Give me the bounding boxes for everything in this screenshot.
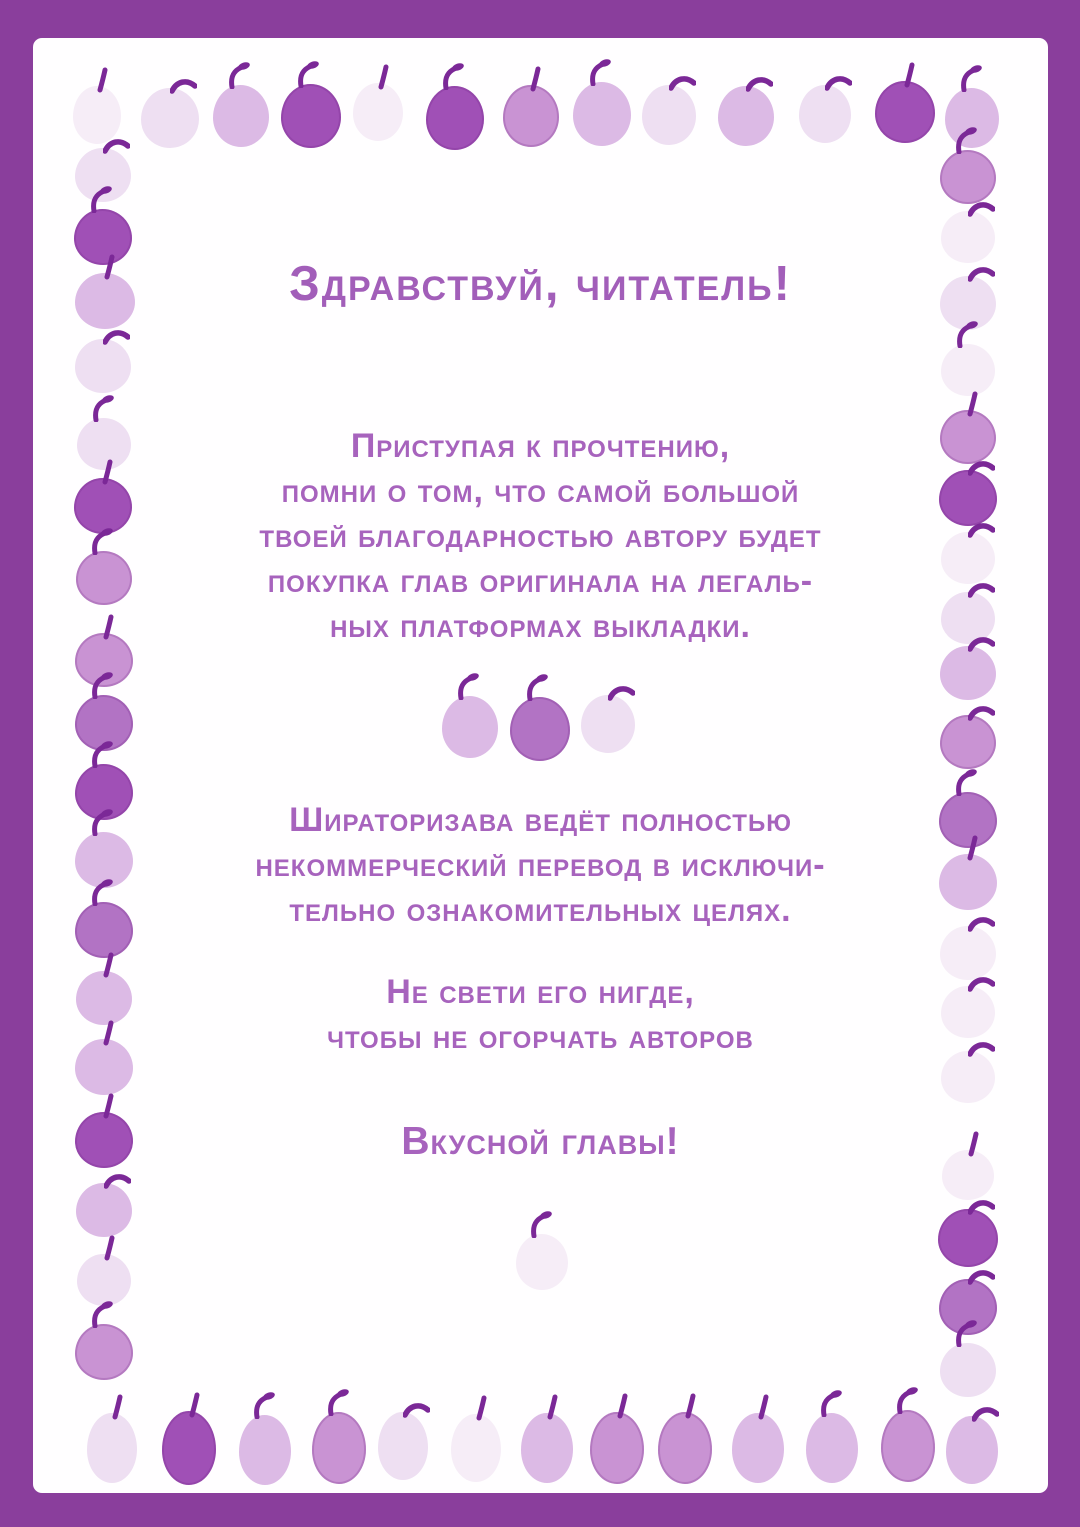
paragraph-purchase-note: [33, 424, 1048, 649]
page-title: Здравствуй, читатель!: [289, 257, 792, 311]
text-line: Не свети его нигде,: [386, 973, 695, 1011]
text-line: Вкусной главы!: [401, 1120, 680, 1163]
text-line: твоей благодарностью автору будет: [259, 517, 822, 555]
paragraph-noncommercial-note: [33, 798, 1048, 933]
paragraph-warning-note: [33, 970, 1048, 1060]
text-line: некоммерческий перевод в исключи-: [255, 846, 826, 884]
text-line: Шираторизава ведёт полностью: [289, 801, 792, 839]
text-line: покупка глав оригинала на легаль-: [267, 562, 814, 600]
text-line: ных платформах выкладки.: [330, 607, 751, 645]
text-line: Приступая к прочтению,: [350, 427, 731, 465]
paragraph-farewell: [33, 1118, 1048, 1166]
text-line: чтобы не огорчать авторов: [327, 1018, 754, 1056]
text-line: тельно ознакомительных целях.: [289, 891, 792, 929]
text-line: помни о том, что самой большой: [281, 472, 800, 510]
